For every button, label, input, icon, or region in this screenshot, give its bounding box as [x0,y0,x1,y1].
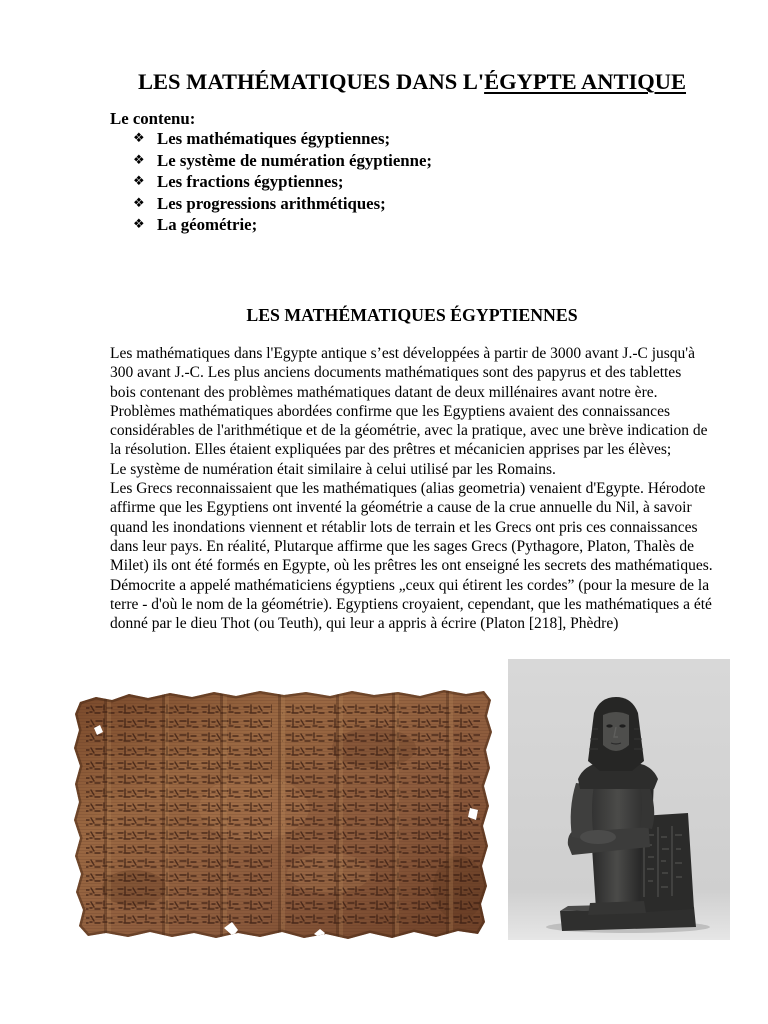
contents-heading: Le contenu: [110,109,196,128]
contents-item-label: Les mathématiques égyptiennes; [157,129,391,148]
contents-list [133,128,432,236]
contents-item [133,214,432,236]
contents-item-label: Les fractions égyptiennes; [157,172,344,191]
title-underlined: ÉGYPTE ANTIQUE [484,69,687,94]
contents-item [133,128,432,150]
paragraph-line: Démocrite a appelé mathématiciens égyptiens „ceux qui étirent les cordes” (pour la mesure de la [110,576,710,594]
paragraph-line: 300 avant J.-C. Les plus anciens documents mathématiques sont des papyrus et des tablettes [110,364,682,382]
contents-item [133,171,432,193]
paragraph-line: Le système de numération était similaire à celui utilisé par les Romains. [110,460,556,478]
contents-item-label: La géométrie; [157,215,258,234]
diamond-bullet-icon [133,193,157,215]
paragraph-line: quand les inondations viennent et rétablir lots de terrain et les Grecs ont pris ces connaissances [110,518,698,536]
contents-item [133,193,432,215]
contents-item-label: Les progressions arithmétiques; [157,193,386,213]
paragraph-line: affirme que les Egyptiens ont inventé la géométrie a cause de la crue annuelle du Nil, à savoir [110,499,692,517]
paragraph-line: bois contenant des problèmes mathématiques datant de deux millénaires avant notre ère. [110,383,658,401]
diamond-bullet-icon [133,214,157,236]
paragraph-line: terre - d'où le nom de la géométrie). Egyptiens croyaient, cependant, que les mathématiques a été [110,595,712,613]
page-title [110,68,714,96]
paragraph-line: donné par le dieu Thot (ou Teuth), qui leur a appris à écrire (Platon [218], Phèdre) [110,615,619,633]
paragraph-line: la résolution. Elles étaient expliquées par des prêtres et mécanicien apprises par les élèves; [110,441,672,459]
contents-item-label: Le système de numération égyptienne; [157,150,432,170]
paragraph-line: Les mathématiques dans l'Egypte antique s’est développées à partir de 3000 avant J.-C jusqu'à [110,345,695,362]
body-paragraph [110,344,713,633]
paragraph-line: considérables de l'arithmétique et de la géométrie, avec la pratique, avec une brève indication de [110,422,708,440]
title-prefix: LES MATHÉMATIQUES DANS L' [137,69,485,94]
paragraph-line: Les Grecs reconnaissaient que les mathématiques (alias geometria) venaient d'Egypte. Hérodote [110,480,706,498]
contents-item [133,150,432,172]
paragraph-line: Milet) ils ont été formés en Egypte, où les prêtres les ont enseigné les secrets des mathématiques. [110,557,713,575]
statue-image [508,659,730,940]
paragraph-line: Problèmes mathématiques abordées confirme que les Egyptiens avaient des connaissances [110,402,670,420]
papyrus-image [74,688,493,940]
section-heading: LES MATHÉMATIQUES ÉGYPTIENNES [246,305,578,325]
paragraph-line: dans leur pays. En réalité, Plutarque affirme que les sages Grecs (Pythagore, Platon, Thalès de [110,537,694,555]
diamond-bullet-icon [133,171,157,193]
diamond-bullet-icon [133,150,157,172]
diamond-bullet-icon [133,128,157,150]
